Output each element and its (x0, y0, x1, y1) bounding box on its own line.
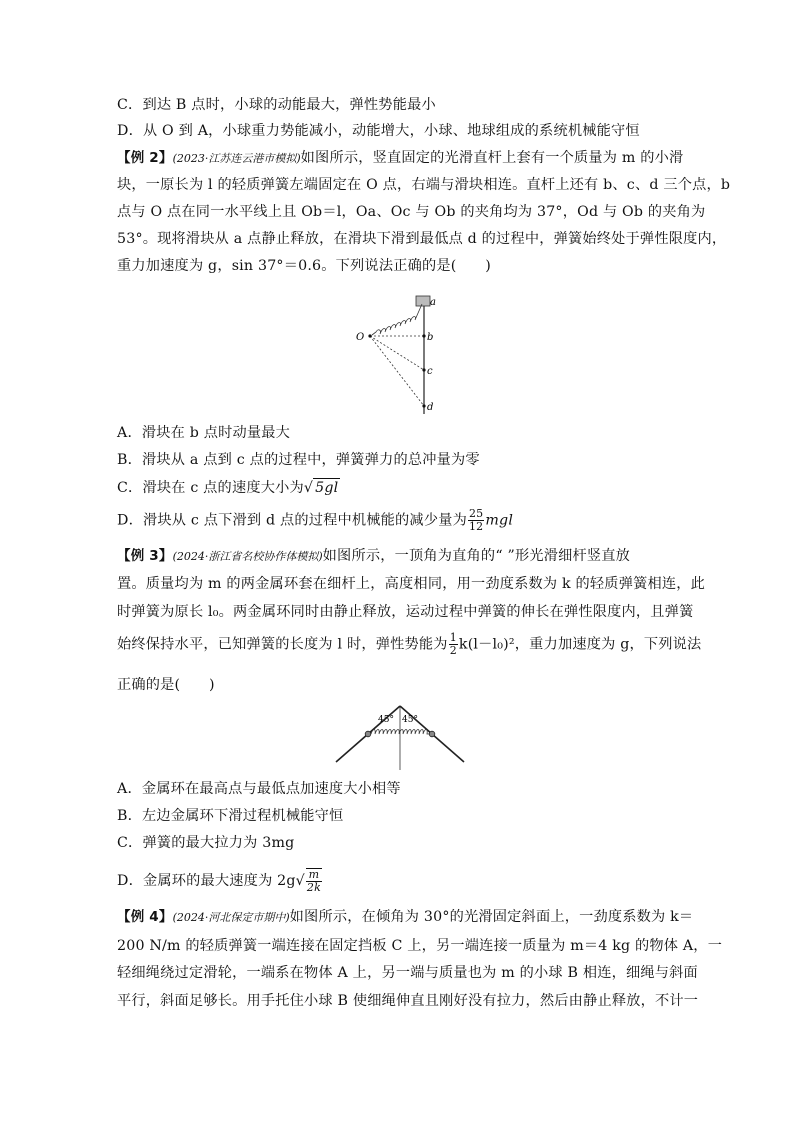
point-c-dot (422, 368, 425, 371)
example-3-text-4b: k(l－l₀)²，重力加速度为 g，下列说法 (458, 636, 702, 653)
example-2-option-c-sqrt: 5gl (315, 480, 339, 496)
example-2-option-d-tail: mgl (485, 512, 514, 529)
fraction-denominator: 12 (468, 520, 484, 533)
option-d-prev: D．从 O 到 A，小球重力势能减小，动能增大，小球、地球组成的系统机械能守恒 (117, 123, 640, 139)
example-4-line-2: 200 N/m 的轻质弹簧一端连接在固定挡板 C 上，另一端连接一质量为 m＝4 kg 的物体 A，一 (117, 938, 723, 954)
example-3-line-4 (117, 631, 702, 657)
example-3-fraction (449, 632, 458, 657)
label-a: a (430, 297, 436, 308)
example-3-line-3: 时弹簧为原长 l₀。两金属环同时由静止释放，运动过程中弹簧的伸长在弹性限度内，且弹簧 (117, 604, 694, 620)
example-3-source: (2024·浙江省名校协作体模拟) (172, 550, 323, 563)
fraction-denominator: 2 (449, 644, 457, 657)
example-3-text-1: 如图所示，一顶角为直角的“ ”形光滑细杆竖直放 (322, 548, 631, 564)
example-4-line-3: 轻细绳绕过定滑轮，一端系在物体 A 上，另一端与质量也为 m 的小球 B 相连，细绳与斜面 (117, 965, 698, 981)
spring-coil (372, 304, 422, 335)
example-2-text-1: 如图所示，竖直固定的光滑直杆上套有一个质量为 m 的小滑 (300, 150, 684, 166)
example-3-option-d-fraction (306, 868, 322, 894)
example-4-tag: 【例 4】 (117, 909, 173, 925)
example-4-source: (2024·河北保定市期中) (172, 911, 290, 924)
example-2-option-a: A．滑块在 b 点时动量最大 (117, 425, 291, 441)
example-3-line-5: 正确的是( ) (117, 677, 215, 693)
point-b-dot (422, 334, 425, 337)
example-2-option-c: C．滑块在 c 点的速度大小为√ 5gl (117, 480, 339, 496)
label-d: d (427, 402, 434, 413)
fraction-denominator: 2k (306, 881, 321, 894)
label-c: c (427, 366, 433, 377)
example-2-line-4: 53°。现将滑块从 a 点静止释放，在滑块下滑到最低点 d 的过程中，弹簧始终处于弹性限度内， (117, 231, 727, 247)
option-c-prev: C．到达 B 点时，小球的动能最大，弹性势能最小 (117, 97, 436, 113)
point-o-dot (368, 334, 371, 337)
example-3-line-1 (117, 547, 682, 566)
spring-rod-figure (350, 292, 450, 416)
dashed-line-od (370, 336, 424, 406)
angle-right-label: 45° (402, 715, 418, 725)
angle-left-label: 45° (378, 715, 394, 725)
dashed-line-oc (370, 336, 424, 370)
example-3-option-c: C．弹簧的最大拉力为 3mg (117, 835, 295, 851)
example-2-option-d-fraction (468, 508, 484, 533)
example-2-option-d-text: D．滑块从 c 点下滑到 d 点的过程中机械能的减少量为 (117, 512, 467, 529)
left-metal-ring (365, 731, 371, 737)
bent-rod-figure (330, 702, 470, 772)
example-3-option-b: B．左边金属环下滑过程机械能守恒 (117, 808, 344, 824)
label-b: b (427, 332, 434, 343)
example-3-line-2: 置。质量均为 m 的两金属环套在细杆上，高度相同，用一劲度系数为 k 的轻质弹簧相连，此 (117, 576, 706, 592)
example-3-tag: 【例 3】 (117, 548, 173, 564)
example-2-option-d (117, 508, 682, 533)
right-metal-ring (429, 731, 435, 737)
example-2-line-3: 点与 O 点在同一水平线上且 Ob＝l，Oa、Oc 与 Ob 的夹角均为 37°，Od 与 Ob 的夹角为 (117, 204, 706, 220)
example-4-text-1: 如图所示，在倾角为 30°的光滑固定斜面上，一劲度系数为 k＝ (289, 909, 694, 925)
example-2-line-5: 重力加速度为 g，sin 37°＝0.6。下列说法正确的是( ) (117, 258, 492, 274)
example-3-option-d: D．金属环的最大速度为 2g√ $\frac{m}{2k}$ (117, 868, 321, 894)
example-4-line-4: 平行，斜面足够长。用手托住小球 B 使细绳伸直且刚好没有拉力，然后由静止释放，不计一 (117, 993, 699, 1009)
point-d-dot (422, 404, 425, 407)
example-2-line-2: 块，一原长为 l 的轻质弹簧左端固定在 O 点，右端与滑块相连。直杆上还有 b、c、d 三个点，b (117, 177, 731, 193)
fraction-numerator: 25 (468, 507, 484, 520)
fraction-numerator: m (306, 869, 322, 882)
example-3-option-a: A．金属环在最高点与最低点加速度大小相等 (117, 781, 401, 797)
label-o: O (356, 332, 365, 343)
example-4-line-1 (117, 908, 694, 927)
example-2-source: (2023·江苏连云港市模拟) (172, 152, 301, 165)
fraction-numerator: 1 (449, 631, 457, 644)
example-3-option-d-text: D．金属环的最大速度为 2g (117, 873, 296, 889)
example-2-line-1 (117, 149, 682, 168)
example-3-text-4a: 始终保持水平，已知弹簧的长度为 l 时，弹性势能为 (117, 636, 448, 653)
slider-block (416, 296, 430, 306)
example-2-option-b: B．滑块从 a 点到 c 点的过程中，弹簧弹力的总冲量为零 (117, 452, 480, 468)
example-2-option-c-text: C．滑块在 c 点的速度大小为 (117, 480, 304, 496)
example-2-tag: 【例 2】 (117, 150, 173, 166)
